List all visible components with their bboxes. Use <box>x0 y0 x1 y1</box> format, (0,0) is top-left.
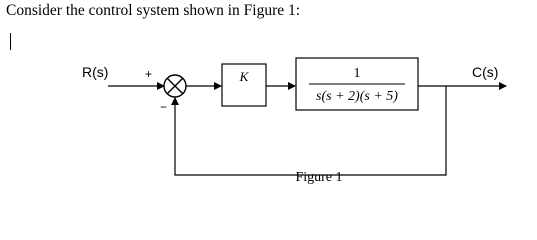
plant-denominator: s(s + 2)(s + 5) <box>316 89 398 104</box>
minus-sign: − <box>160 100 168 114</box>
problem-statement: Consider the control system shown in Figure 1: <box>6 2 301 19</box>
input-label: R(s) <box>82 64 109 80</box>
summing-junction <box>164 75 186 97</box>
controller-label: K <box>239 69 249 84</box>
figure-caption: Figure 1 <box>295 170 343 185</box>
output-label: C(s) <box>472 64 499 80</box>
plant-numerator: 1 <box>353 66 361 81</box>
plus-sign: + <box>145 67 153 81</box>
